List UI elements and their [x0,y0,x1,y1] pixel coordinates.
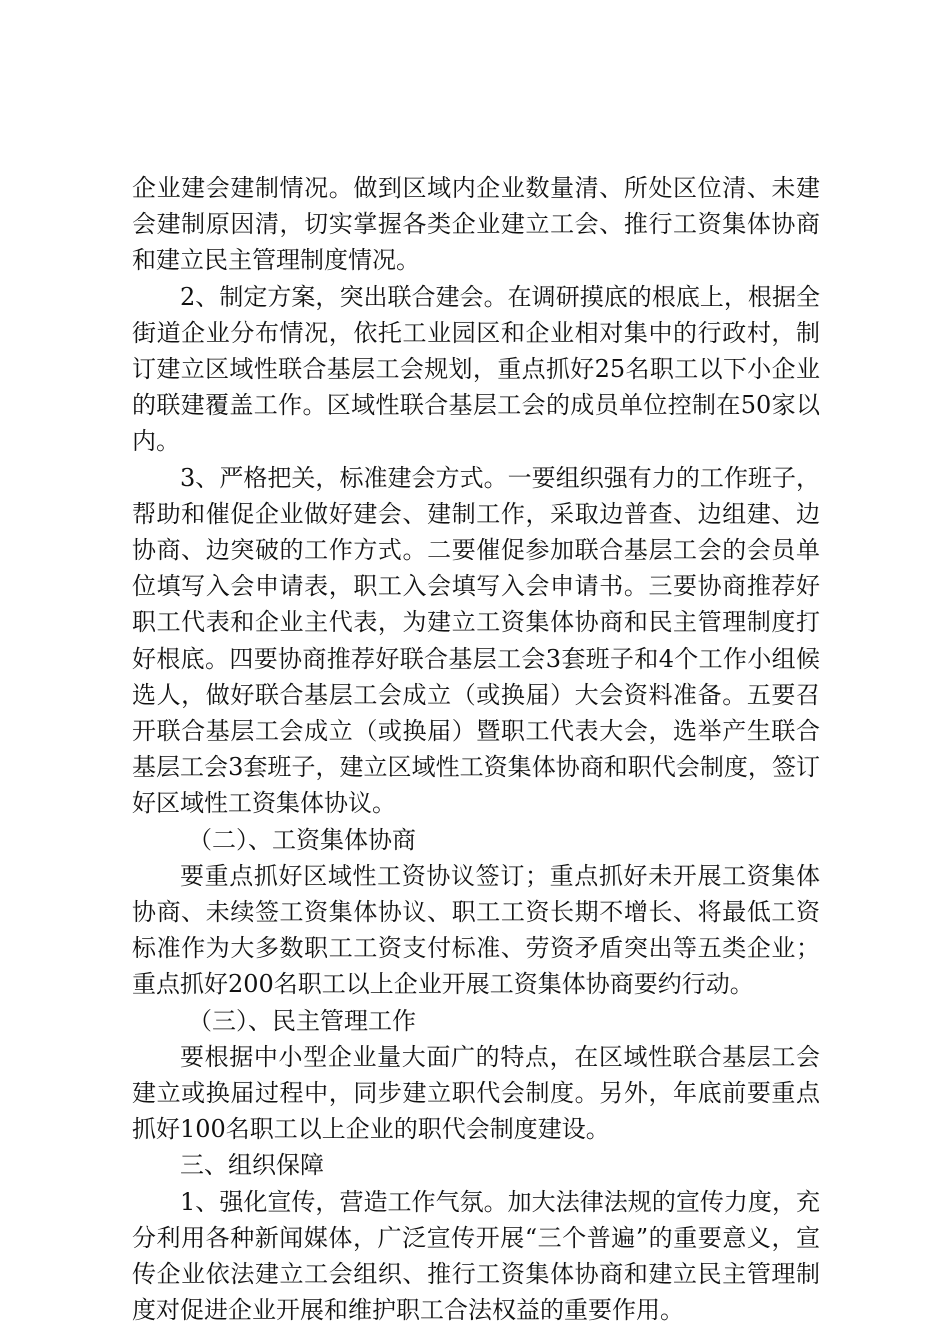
paragraph-publicity: 1、强化宣传，营造工作气氛。加大法律法规的宣传力度，充分利用各种新闻媒体，广泛宣传开展“三个普遍”的重要意义，宣传企业依法建立工会组织、推行工资集体协商和建立民主管理制度对促进企业开展和维护职工合法权益的重要作用。 [132,1187,820,1325]
section-heading-wage-negotiation: （二）、工资集体协商 [188,825,416,854]
document-body [132,170,820,1329]
paragraph-wage-negotiation: 要重点抓好区域性工资协议签订；重点抓好未开展工资集体协商、未续签工资集体协议、职工工资长期不增长、将最低工资标准作为大多数职工工资支付标准、劳资矛盾突出等五类企业；重点抓好200名职工以上企业开展工资集体协商要约行动。 [132,861,820,999]
paragraph-plan-item-3: 3、严格把关，标准建会方式。一要组织强有力的工作班子，帮助和催促企业做好建会、建制工作，采取边普查、边组建、边协商、边突破的工作方式。二要催促参加联合基层工会的会员单位填写入会申请表，职工入会填写入会申请书。三要协商推荐好职工代表和企业主代表，为建立工资集体协商和民主管理制度打好根底。四要协商推荐好联合基层工会3套班子和4个工作小组候选人，做好联合基层工会成立（或换届）大会资料准备。五要召开联合基层工会成立（或换届）暨职工代表大会，选举产生联合基层工会3套班子，建立区域性工资集体协商和职代会制度，签订好区域性工资集体协议。 [132,463,820,818]
paragraph-democratic-management: 要根据中小型企业量大面广的特点，在区域性联合基层工会建立或换届过程中，同步建立职代会制度。另外，年底前要重点抓好100名职工以上企业的职代会制度建设。 [132,1042,820,1144]
paragraph-plan-item-2: 2、制定方案，突出联合建会。在调研摸底的根底上，根据全街道企业分布情况，依托工业园区和企业相对集中的行政村，制订建立区域性联合基层工会规划，重点抓好25名职工以下小企业的联建覆盖工作。区域性联合基层工会的成员单位控制在50家以内。 [132,282,820,456]
section-heading-democratic-management: （三）、民主管理工作 [188,1006,416,1035]
paragraph-continuation: 企业建会建制情况。做到区域内企业数量清、所处区位清、未建会建制原因清，切实掌握各类企业建立工会、推行工资集体协商和建立民主管理制度情况。 [132,174,820,275]
section-heading-organizational-guarantee: 三、组织保障 [180,1151,324,1180]
